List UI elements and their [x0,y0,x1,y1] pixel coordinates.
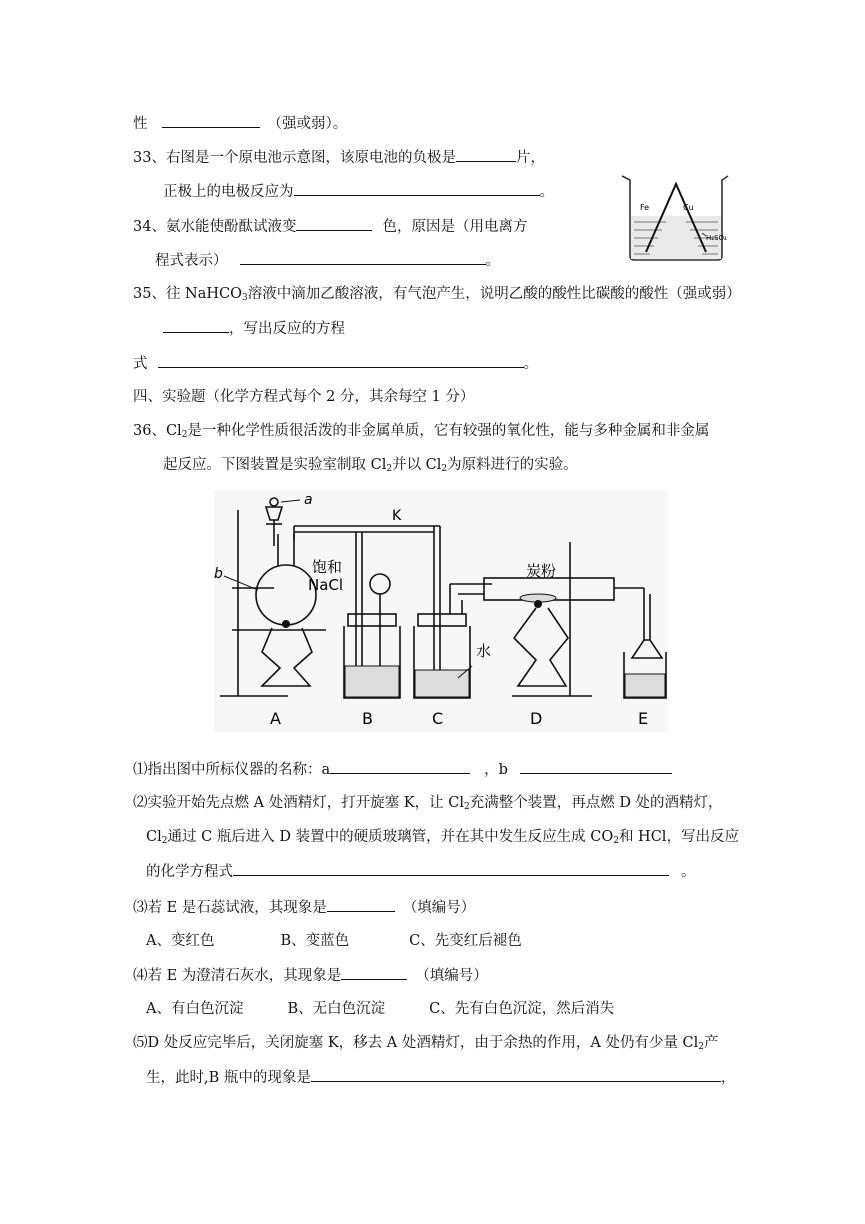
q36-p5-text: ⑸D 处反应完毕后，关闭旋塞 K，移去 A 处酒精灯，由于余热的作用，A 处仍有少量 Cl [133,1035,699,1051]
cell-label-fe: Fe [640,203,650,212]
q35-text: 式 [133,356,148,372]
q36-p2-line1 [133,793,723,813]
q36-p3-option-c: C、先变红后褪色 [409,933,522,949]
q36-text: 为原料进行的实验。 [447,457,578,473]
q36-p3-blank[interactable] [327,897,395,912]
q36-p2-text: 和 HCl，写出反应 [618,829,739,845]
letter-c: C [432,709,444,728]
q36-p2-line2 [146,827,739,847]
q36-p4-options [146,999,614,1019]
q32-line [133,113,347,134]
q36-text: 并以 Cl [392,457,442,473]
galvanic-cell-figure [618,170,738,263]
letter-b: B [362,709,373,728]
letter-d: D [530,709,543,728]
q36-p5-text: 生，此时,B 瓶中的现象是 [146,1070,311,1086]
q34-text: 34、氨水能使酚酞试液变 [133,219,297,235]
q35-line3 [133,353,538,374]
q33-text: 片， [515,150,545,166]
q36-p4-blank[interactable] [341,965,407,980]
q36-p5-line1 [133,1033,719,1053]
q36-p4-text: （填编号） [415,968,488,984]
q34-color-blank[interactable] [296,216,372,231]
q32-suffix: （强或弱）。 [267,116,348,132]
q34-text: 。 [485,253,500,269]
q34-line1 [133,216,527,237]
q33-text: 正极上的电极反应为 [163,184,294,200]
q33-electrode-blank[interactable] [294,181,540,196]
q34-line2 [155,250,500,271]
q36-p3-line [133,897,475,918]
letter-a: A [270,709,281,728]
q36-p5-line2 [146,1067,735,1088]
q36-intro-line1 [133,421,709,441]
label-nacl-1: 饱和 [312,558,343,576]
q32-answer-blank[interactable] [162,113,260,128]
q36-p4-option-a: A、有白色沉淀 [146,1001,244,1017]
label-carbon: 炭粉 [526,562,557,580]
q32-prefix: 性 [133,116,148,132]
label-a: a [304,492,313,508]
q33-text: 33、右图是一个原电池示意图，该原电池的负极是 [133,150,456,166]
q35-line2 [163,318,345,339]
cell-label-acid: H₂SO₄ [706,234,727,242]
q35-acidity-blank[interactable] [163,318,229,333]
q36-p2-text: 通过 C 瓶后进入 D 装置中的硬质玻璃管，并在其中发生反应生成 CO [167,829,614,845]
q36-text: 36、Cl [133,423,182,439]
q36-p4-line [133,965,488,986]
q33-line2 [163,181,554,202]
q35-sub: 3 [242,293,248,303]
q36-intro-line2 [163,455,578,475]
q35-text: 溶液中滴加乙酸溶液，有气泡产生，说明乙酸的酸性比碳酸的酸性（强或弱） [247,286,741,302]
q33-negative-blank[interactable] [456,147,516,162]
q34-text: 色，原因是（用电离方 [382,219,528,235]
q35-line1 [133,284,741,304]
label-b: b [214,566,223,582]
q35-equation-blank[interactable] [158,353,524,368]
letter-e: E [638,709,649,728]
q36-sub: 2 [386,464,393,474]
q36-p3-option-a: A、变红色 [146,933,215,949]
q36-p3-text: ⑶若 E 是石蕊试液，其现象是 [133,900,327,916]
q34-equation-blank[interactable] [240,250,486,265]
q36-p1-text: ，b [484,762,508,778]
q35-text: ，写出反应的方程 [229,321,345,337]
q36-p3-text: （填编号） [402,900,476,916]
q36-p1-line [133,759,672,780]
q36-p4-option-b: B、无白色沉淀 [287,1001,386,1017]
q36-equation-blank[interactable] [233,861,669,876]
q36-text: 起反应。下图装置是实验室制取 Cl [163,457,387,473]
q36-p2-text: 充满整个装置，再点燃 D 处的酒精灯， [469,795,723,811]
q36-a-blank[interactable] [330,759,470,774]
q35-text: 35、往 NaHCO [133,286,243,302]
q36-text: 是一种化学性质很活泼的非金属单质，它有较强的氧化性，能与多种金属和非金属 [187,423,710,439]
section4-heading: 四、实验题（化学方程式每个 2 分，其余每空 1 分） [133,389,475,405]
label-k: K [392,508,402,524]
q36-p4-text: ⑷若 E 为澄清石灰水，其现象是 [133,968,342,984]
cell-label-cu: Cu [683,203,694,212]
label-nacl-2: NaCl [308,576,344,594]
q36-p1-text: ⑴指出图中所标仪器的名称：a [133,762,331,778]
q34-text: 程式表示） [155,253,228,269]
q36-sub: 2 [181,430,188,440]
q36-p2-text: ⑵实验开始先点燃 A 处酒精灯，打开旋塞 K，让 Cl [133,795,464,811]
q36-p2-text: 的化学方程式 [146,864,233,880]
apparatus-figure [214,490,668,732]
q36-p5-text: 产 [704,1035,719,1051]
q36-p2-text: 。 [681,864,696,880]
q35-text: 。 [523,356,538,372]
q36-p3-option-b: B、变蓝色 [280,933,350,949]
q36-p5-blank[interactable] [311,1067,721,1082]
label-water: 水 [476,642,492,660]
q36-p5-text: ， [720,1070,736,1086]
q33-text: 。 [539,184,554,200]
q36-sub: 2 [698,1042,705,1052]
q36-p2-line3 [146,861,696,882]
q36-p3-options [146,931,522,951]
q36-sub: 2 [441,464,448,474]
q36-p2-text: Cl [146,829,162,845]
q36-sub: 2 [613,836,619,846]
q36-sub: 2 [463,802,470,812]
q36-b-blank[interactable] [520,759,672,774]
q36-sub: 2 [161,836,168,846]
q36-p4-option-c: C、先有白色沉淀，然后消失 [429,1001,615,1017]
q33-line1 [133,147,545,168]
